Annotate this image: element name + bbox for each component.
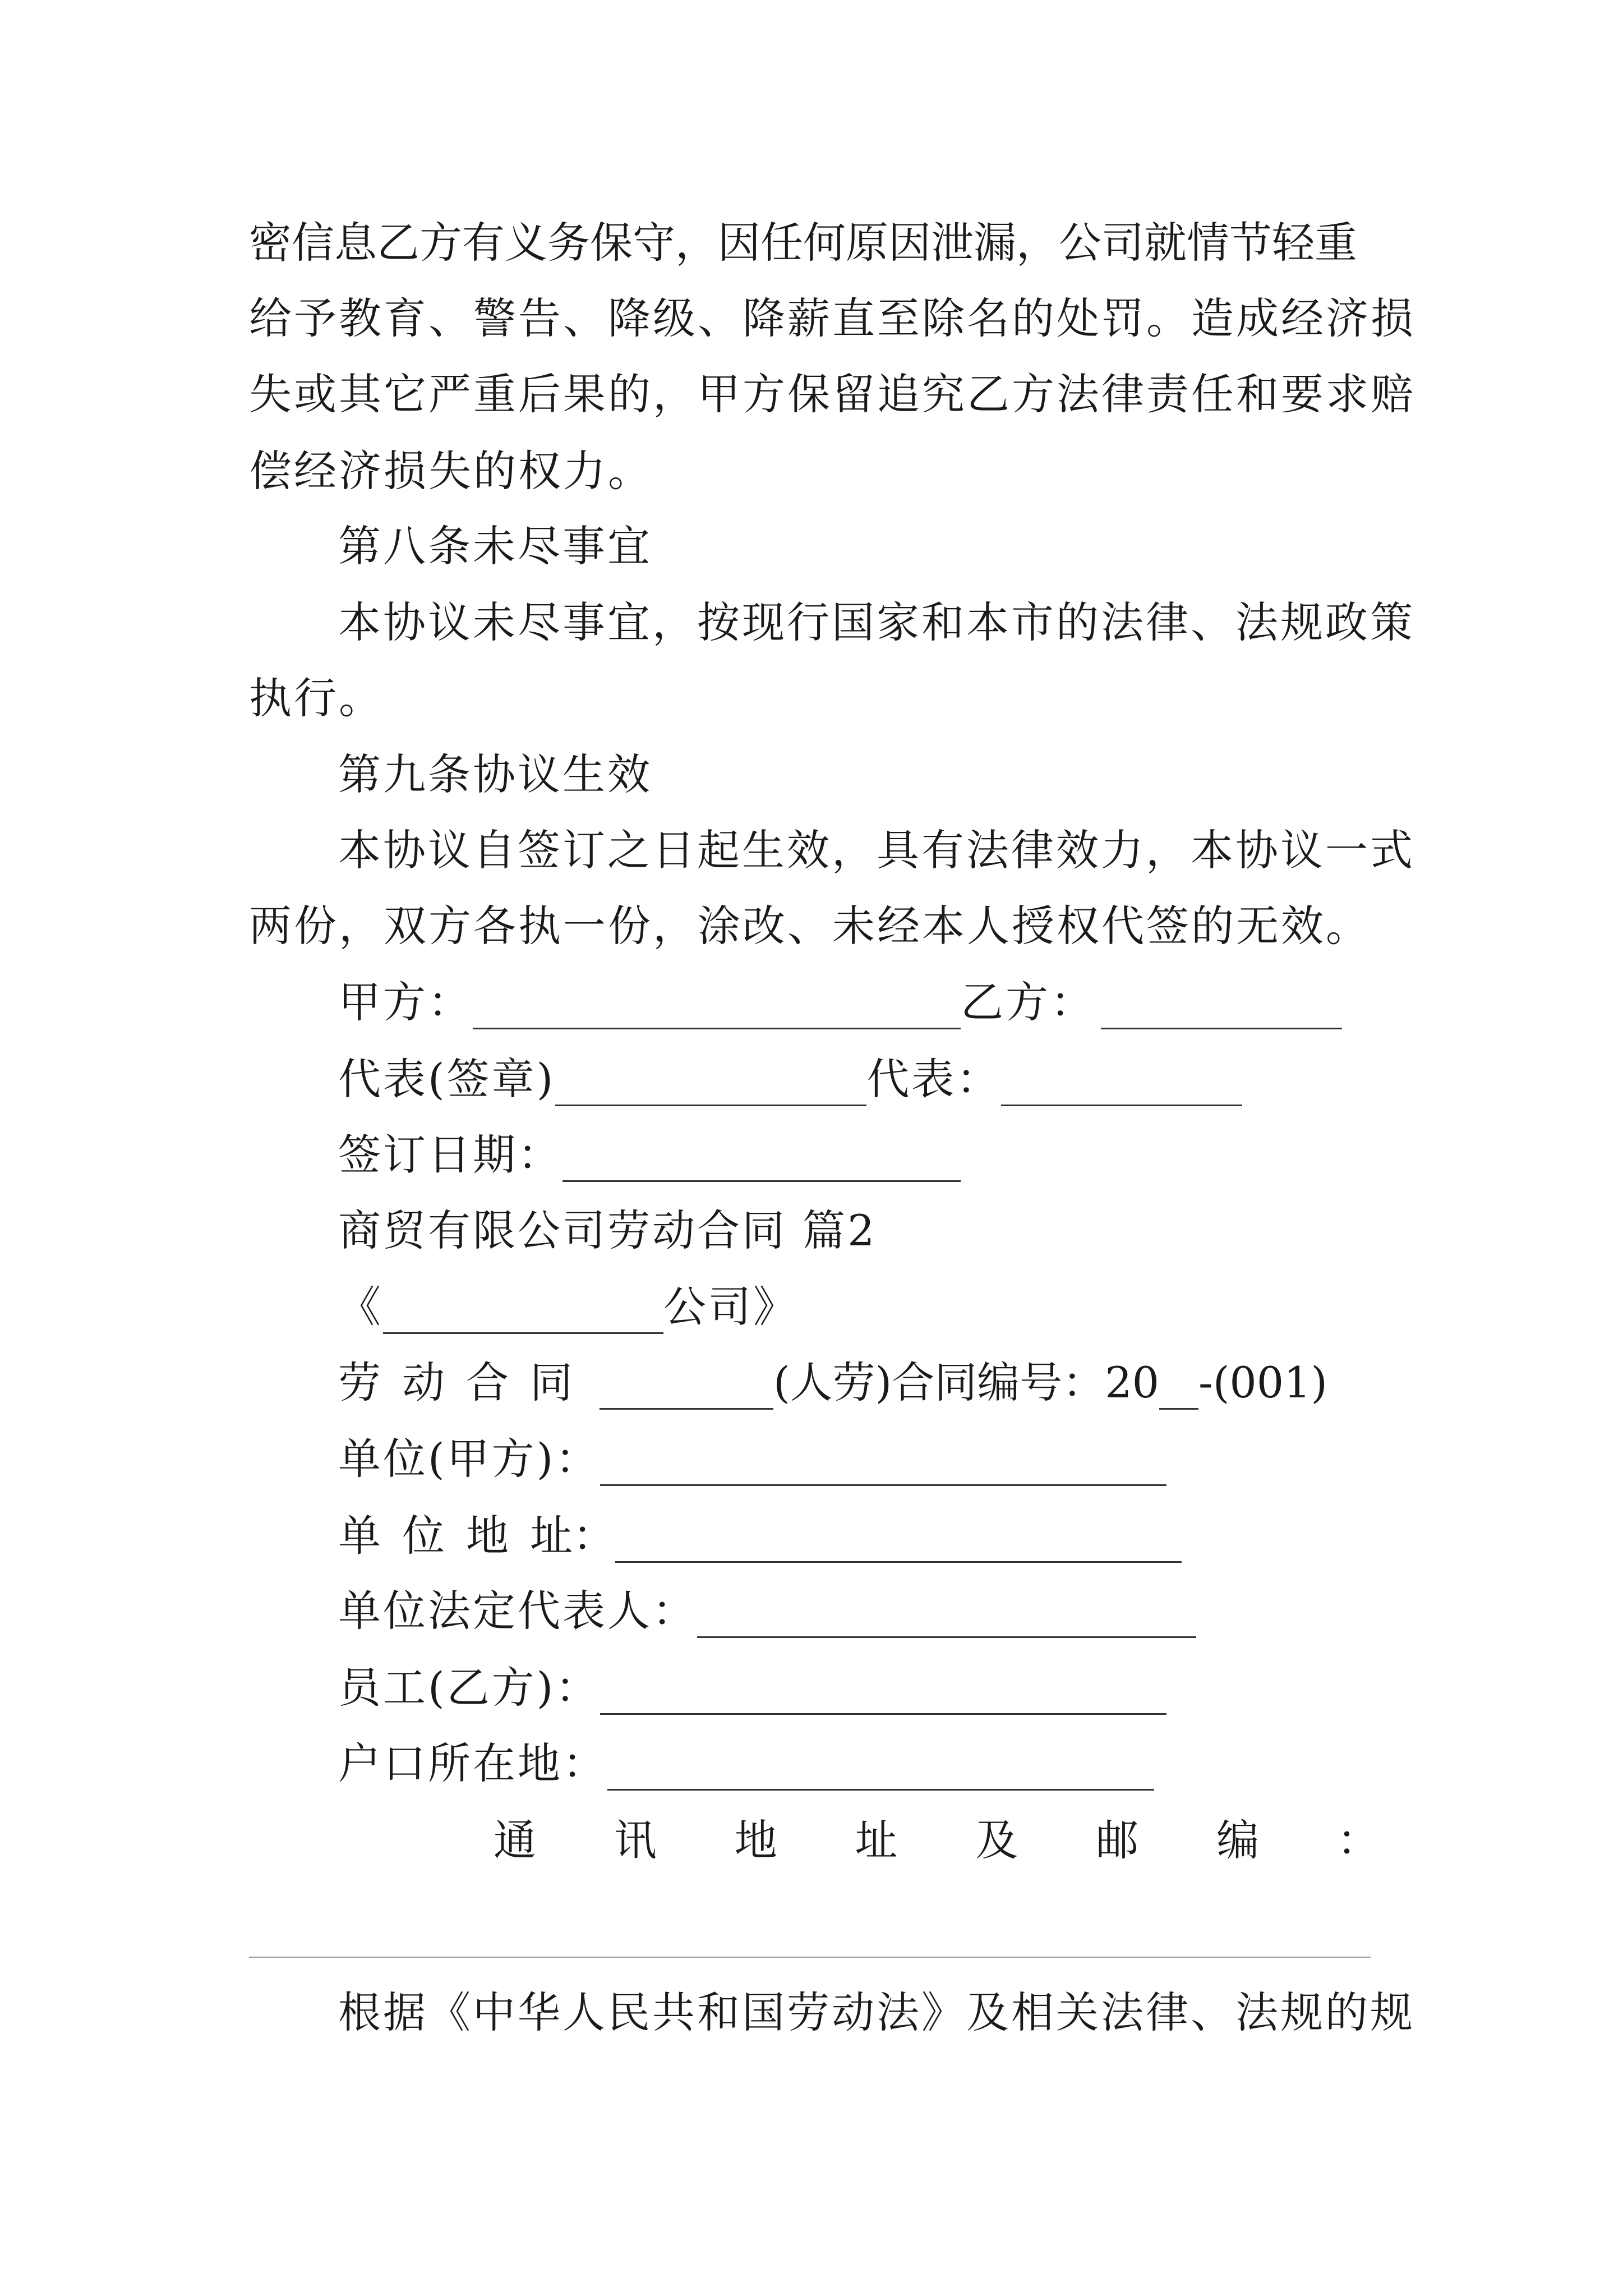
rep-sign-blank[interactable]	[555, 1064, 866, 1106]
paragraph-line: 执行。	[249, 673, 384, 723]
unit-blank[interactable]	[600, 1444, 1166, 1486]
employee-blank[interactable]	[600, 1673, 1166, 1715]
rep-blank[interactable]	[1001, 1064, 1242, 1106]
mail-char: 址	[855, 1815, 898, 1865]
address-char: 单	[338, 1511, 402, 1561]
unit-address-line	[338, 1509, 1182, 1563]
hukou-line	[338, 1737, 1154, 1791]
contract-title-line	[338, 1356, 1327, 1410]
contract-year-blank[interactable]	[1159, 1368, 1198, 1410]
contract-number-suffix: -(001)	[1198, 1358, 1328, 1407]
address-char: 位	[402, 1511, 466, 1561]
rep-label: 代表：	[866, 1054, 1002, 1104]
representative-line	[338, 1052, 1242, 1106]
unit-label: 单位(甲方)：	[338, 1434, 601, 1484]
company-name-line	[338, 1280, 798, 1334]
sign-date-blank[interactable]	[562, 1140, 961, 1182]
mail-char: 邮	[1096, 1815, 1139, 1865]
hukou-label: 户口所在地：	[338, 1738, 607, 1788]
article-8-title: 第八条未尽事宜	[338, 521, 652, 571]
mail-char: 及	[975, 1815, 1018, 1865]
mailing-address-line	[494, 1814, 1380, 1867]
rep-sign-label: 代表(签章)	[338, 1054, 556, 1104]
party-b-label: 乙方：	[961, 977, 1095, 1027]
title-char: 合	[466, 1358, 530, 1407]
company-name-blank[interactable]	[383, 1292, 663, 1334]
party-a-blank[interactable]	[473, 987, 961, 1029]
mail-char: 地	[734, 1815, 777, 1865]
contract-number-label: (人劳)合同编号：20	[773, 1358, 1160, 1407]
party-b-blank[interactable]	[1101, 987, 1342, 1029]
employee-label: 员工(乙方)：	[338, 1663, 601, 1713]
legal-rep-line	[338, 1584, 1196, 1638]
sign-date-label: 签订日期：	[338, 1130, 562, 1180]
paragraph-line: 给予教育、警告、降级、降薪直至除名的处罚。造成经济损	[249, 293, 1415, 343]
unit-address-blank[interactable]	[615, 1521, 1182, 1563]
paragraph-line: 本协议未尽事宜，按现行国家和本市的法律、法规政策	[338, 597, 1415, 647]
unit-line	[338, 1432, 1166, 1486]
party-a-label: 甲方：	[338, 977, 473, 1027]
title-char: 动	[402, 1358, 466, 1407]
paragraph-line: 本协议自签订之日起生效，具有法律效力，本协议一式	[338, 825, 1415, 875]
sign-date-line	[338, 1128, 961, 1182]
legal-rep-blank[interactable]	[697, 1596, 1196, 1638]
paragraph-text: 密信息乙方有义务保守，因任何原因泄漏，公司就情节轻重	[249, 218, 1357, 268]
address-colon: ：	[573, 1511, 615, 1561]
company-close-bracket: 公司》	[663, 1282, 798, 1332]
party-signature-line	[338, 976, 1342, 1029]
hukou-blank[interactable]	[607, 1749, 1154, 1791]
mailing-address-blank[interactable]	[249, 1957, 1371, 1958]
article-9-title: 第九条协议生效	[338, 749, 652, 799]
contract-type-blank[interactable]	[600, 1368, 773, 1410]
mail-char: 讯	[614, 1815, 657, 1865]
address-char: 地	[466, 1511, 530, 1561]
basis-line: 根据《中华人民共和国劳动法》及相关法律、法规的规	[338, 1987, 1415, 2037]
employee-line	[338, 1661, 1166, 1715]
mail-char: 编	[1216, 1815, 1260, 1865]
company-open-bracket: 《	[338, 1282, 383, 1332]
paragraph-line: 偿经济损失的权力。	[249, 446, 653, 496]
mail-char: 通	[494, 1815, 536, 1865]
title-char: 劳	[338, 1358, 402, 1407]
legal-rep-label: 单位法定代表人：	[338, 1586, 697, 1636]
address-char: 址	[530, 1511, 573, 1561]
paragraph-line	[249, 216, 1387, 270]
mail-char: ：	[1336, 1815, 1380, 1865]
contract-2-heading: 商贸有限公司劳动合同 篇2	[338, 1205, 877, 1255]
paragraph-line: 两份，双方各执一份，涂改、未经本人授权代签的无效。	[249, 901, 1371, 951]
title-char: 同	[530, 1358, 594, 1407]
paragraph-line: 失或其它严重后果的，甲方保留追究乙方法律责任和要求赔	[249, 369, 1415, 419]
